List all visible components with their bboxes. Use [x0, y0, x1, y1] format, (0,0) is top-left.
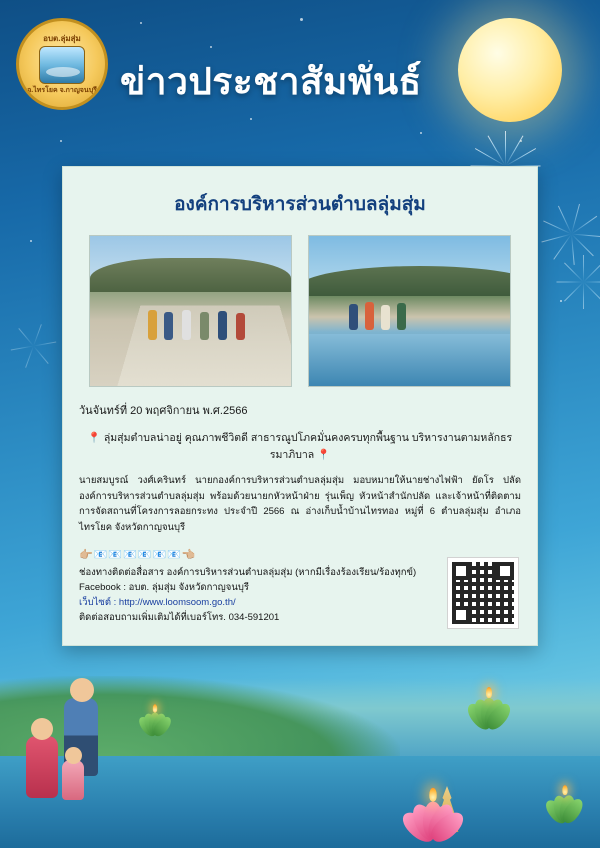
contact-line-phone: ติดต่อสอบถามเพิ่มเติมได้ที่เบอร์โทร. 034-591201: [79, 612, 280, 624]
logo-seal-graphic: [39, 46, 85, 84]
emoji-divider: 👉🏼📧📧📧📧📧📧👈🏼: [79, 548, 197, 561]
mother-figure: [26, 736, 58, 798]
qr-code[interactable]: [447, 557, 519, 629]
photo-road-inspection: [89, 235, 292, 387]
pin-icon: 📍: [87, 432, 101, 444]
qr-finder-icon: [452, 562, 470, 580]
page-title: ข่าวประชาสัมพันธ์: [120, 61, 422, 102]
firework-icon: [470, 96, 540, 166]
qr-finder-icon: [452, 606, 470, 624]
family-illustration: [18, 666, 188, 806]
candle-flame-icon: [429, 788, 437, 802]
krathong-green: [452, 688, 526, 728]
candle-flame-icon: [486, 687, 492, 698]
card-title: องค์การบริหารส่วนตำบลลุ่มสุ่ม: [174, 194, 426, 215]
candle-flame-icon: [562, 785, 567, 795]
photo2-water: [309, 334, 510, 386]
contact-line-facebook: Facebook : อบต. ลุ่มสุ่ม จังหวัดกาญจนบุรี: [79, 581, 249, 593]
pin-icon: 📍: [317, 449, 331, 461]
logo-top-text: อบต.ลุ่มสุ่ม: [43, 33, 81, 43]
firework-icon: [10, 300, 56, 346]
candle-flame-icon: [153, 704, 158, 712]
photo1-person: [236, 313, 245, 340]
announcement-body: นายสมบูรณ์ วงศ์เครินทร์ นายกองค์การบริหารส่วนตำบลลุ่มสุ่ม มอบหมายให้นายช่างไฟฟ้า ยัดโร ปลัดองค์การบริหารส่วนตำบลลุ่มสุ่ม พร้อมด้วยนายกหัวหน้าฝ่าย รุ่นเพ็ญ หัวหน้าสำนักปลัด และเจ้าหน้าที่ติดตามการจัดสถานที่โครงการลอยกระทง ประจำปี 2566 ณ อ่างเก็บน้ำบ้านไทรทอง หมู่ที่ 6 ตำบลลุ่มสุ่ม อำเภอไทรโยค จังหวัดกาญจนบุรี: [79, 475, 521, 534]
contact-line-website[interactable]: เว็บไซต์ : http://www.loomsoom.go.th/: [79, 597, 236, 609]
child-head: [65, 747, 82, 764]
organization-logo: [16, 18, 108, 110]
photo1-person: [200, 312, 209, 340]
qr-finder-icon: [496, 562, 514, 580]
photo2-person: [349, 304, 358, 330]
photo1-person: [218, 311, 227, 340]
photo1-person: [148, 310, 157, 340]
firework-icon: [556, 228, 600, 282]
announcement-card: [62, 166, 538, 646]
contact-line: ช่องทางติดต่อสื่อสาร องค์การบริหารส่วนตำบลลุ่มสุ่ม (หากมีเรื่องร้องเรียน/ร้องทุกข์): [79, 566, 417, 578]
logo-bottom-text: อ.ไทรโยค จ.กาญจนบุรี: [27, 87, 97, 95]
krathong-pink: [387, 789, 480, 839]
photo-gallery: [79, 235, 521, 387]
child-figure: [62, 760, 84, 800]
photo2-person: [365, 302, 374, 330]
publish-date: วันจันทร์ที่ 20 พฤศจิกายน พ.ศ.2566: [79, 405, 248, 417]
slogan-line: [79, 429, 521, 463]
father-head: [70, 678, 94, 702]
firework-icon: [540, 172, 600, 234]
photo2-person: [397, 303, 406, 330]
qr-code-pattern: [452, 562, 514, 624]
photo1-person: [182, 310, 191, 340]
krathong-green: [532, 786, 599, 822]
photo1-person: [164, 312, 173, 340]
mother-head: [31, 718, 53, 740]
photo-riverside-setup: [308, 235, 511, 387]
slogan-text: ลุ่มสุ่มตำบลน่าอยู่ คุณภาพชีวิตดี สาธารณูปโภคมั่นคงครบทุกพื้นฐาน บริหารงานตามหลักธรรมาภิบาล: [103, 432, 513, 461]
photo2-hill: [308, 266, 511, 296]
photo1-hill: [90, 258, 291, 292]
photo2-person: [381, 305, 390, 330]
krathong-green: [127, 705, 183, 735]
